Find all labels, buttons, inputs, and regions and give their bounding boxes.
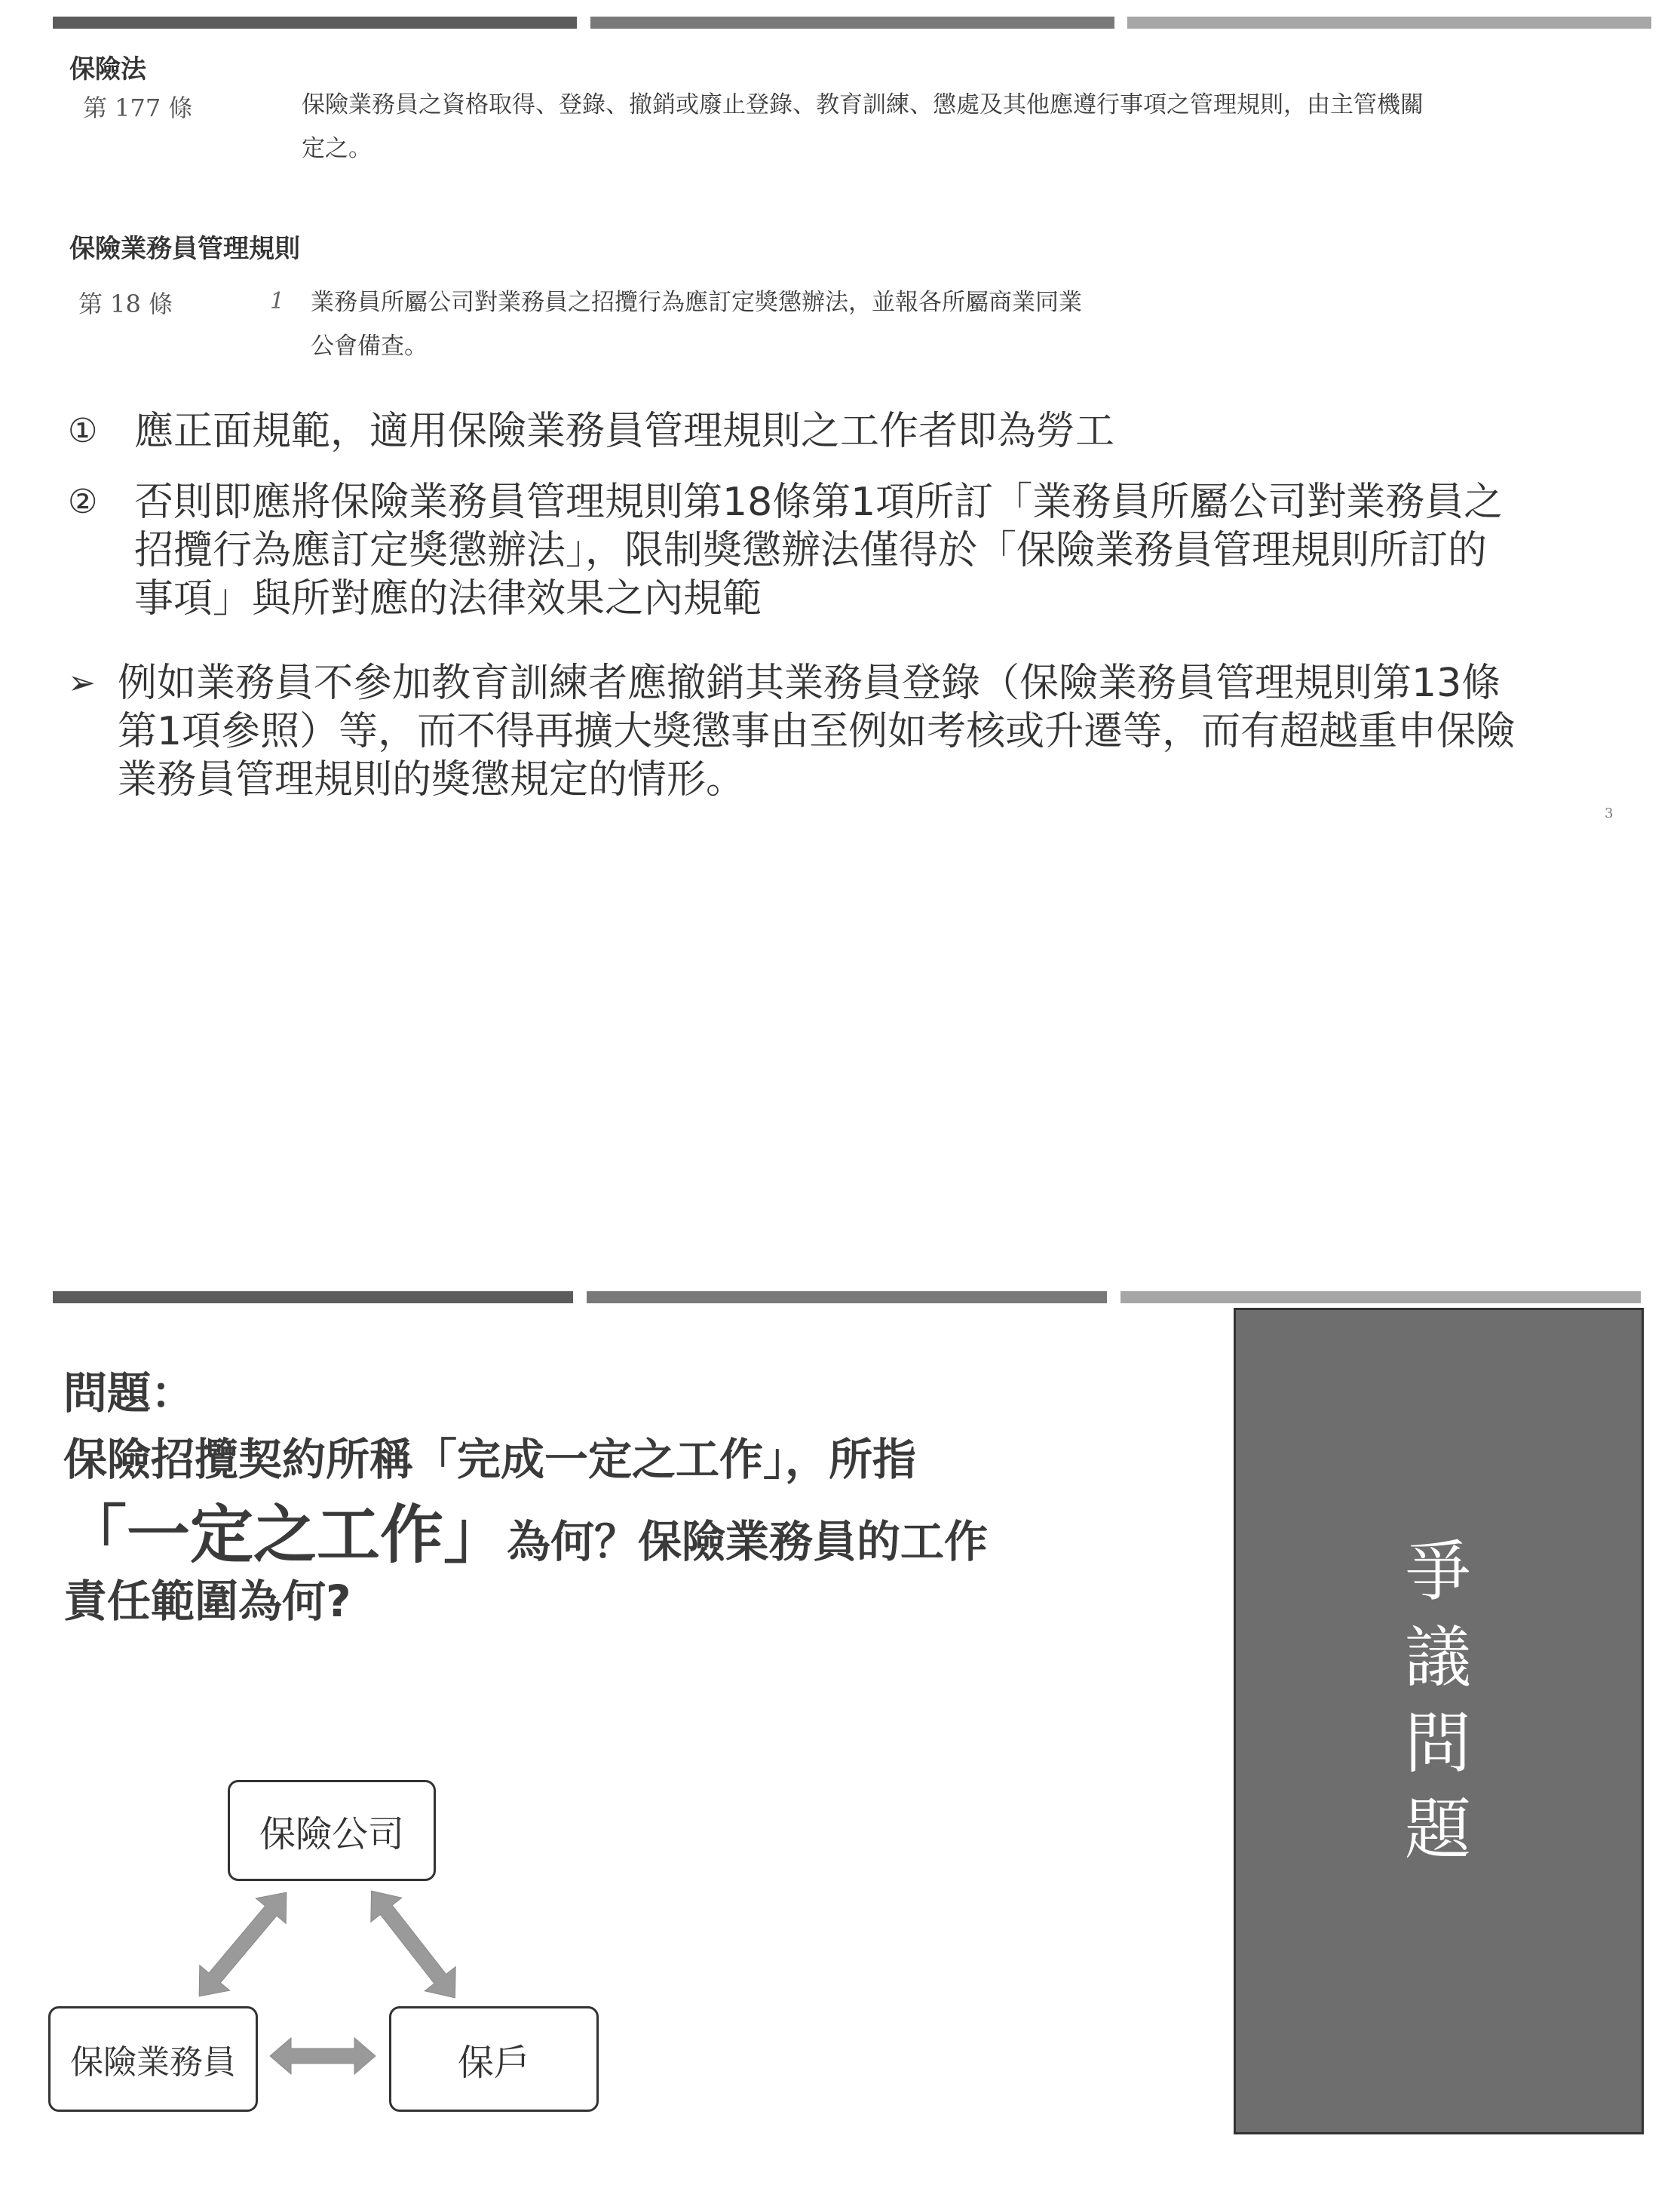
side-char-2: 議	[1404, 1619, 1471, 1696]
law-title-agent-rules: 保險業務員管理規則	[69, 234, 300, 264]
node-policyholder-label: 保戶	[457, 2041, 530, 2084]
point-2-marker: ②	[68, 483, 98, 521]
article-177-line-1: 保險業務員之資格取得、登錄、撤銷或廢止登錄、教育訓練、懲處及其他應遵行事項之管理規則，由主管機關	[302, 91, 1424, 118]
point-3-line-1: 例如業務員不參加教育訓練者應撤銷其業務員登錄（保險業務員管理規則第13條	[118, 661, 1501, 706]
double-arrow-icon	[270, 2038, 376, 2074]
side-char-1: 爭	[1404, 1533, 1471, 1610]
article-18-item-index: 1	[270, 288, 285, 315]
point-2-line-1: 否則即應將保險業務員管理規則第18條第1項所訂「業務員所屬公司對業務員之	[134, 480, 1504, 525]
question-label: 問題：	[63, 1367, 195, 1419]
side-panel-title	[1400, 1529, 1476, 1873]
double-arrow-icon	[184, 1880, 302, 2008]
point-3-marker: ➢	[68, 664, 96, 702]
point-3-line-2: 第1項參照）等，而不得再擴大獎懲事由至例如考核或升遷等，而有超越重申保險	[118, 709, 1516, 754]
side-char-3: 問	[1404, 1705, 1471, 1782]
question-emphasis: 「一定之工作」	[63, 1498, 507, 1572]
side-char-4: 題	[1404, 1791, 1471, 1868]
article-number-18: 第 18 條	[78, 290, 173, 318]
point-2-line-2: 招攬行為應訂定獎懲辦法」，限制獎懲辦法僅得於「保險業務員管理規則所訂的	[134, 528, 1488, 573]
question-line-2-rest: 為何？保險業務員的工作	[507, 1516, 989, 1567]
article-18-line-1: 業務員所屬公司對業務員之招攬行為應訂定獎懲辦法，並報各所屬商業同業	[311, 289, 1082, 316]
question-line-3: 責任範圍為何?	[63, 1576, 351, 1627]
header-bar-right	[1127, 17, 1651, 29]
article-number-177: 第 177 條	[83, 94, 193, 122]
point-2-line-3: 事項」與所對應的法律效果之內規範	[134, 576, 762, 621]
diagram-arrows	[0, 0, 679, 2191]
double-arrow-icon	[356, 1879, 471, 2010]
node-insurance-company-label: 保險公司	[259, 1812, 404, 1855]
article-177-line-2: 定之。	[302, 135, 372, 162]
law-title-insurance-act: 保險法	[69, 54, 146, 84]
page-number: 3	[1605, 806, 1614, 821]
point-3-line-3: 業務員管理規則的獎懲規定的情形。	[118, 757, 746, 802]
question-line-1: 保險招攬契約所稱「完成一定之工作」，所指	[63, 1434, 917, 1485]
point-1-line-1: 應正面規範，適用保險業務員管理規則之工作者即為勞工	[134, 409, 1115, 454]
header-bar-right-2	[1121, 1291, 1641, 1303]
side-panel-disputed-issues	[1234, 1308, 1644, 2134]
node-insurance-agent-label: 保險業務員	[70, 2043, 236, 2082]
point-1-marker: ①	[68, 412, 98, 450]
article-18-line-2: 公會備查。	[311, 333, 428, 360]
